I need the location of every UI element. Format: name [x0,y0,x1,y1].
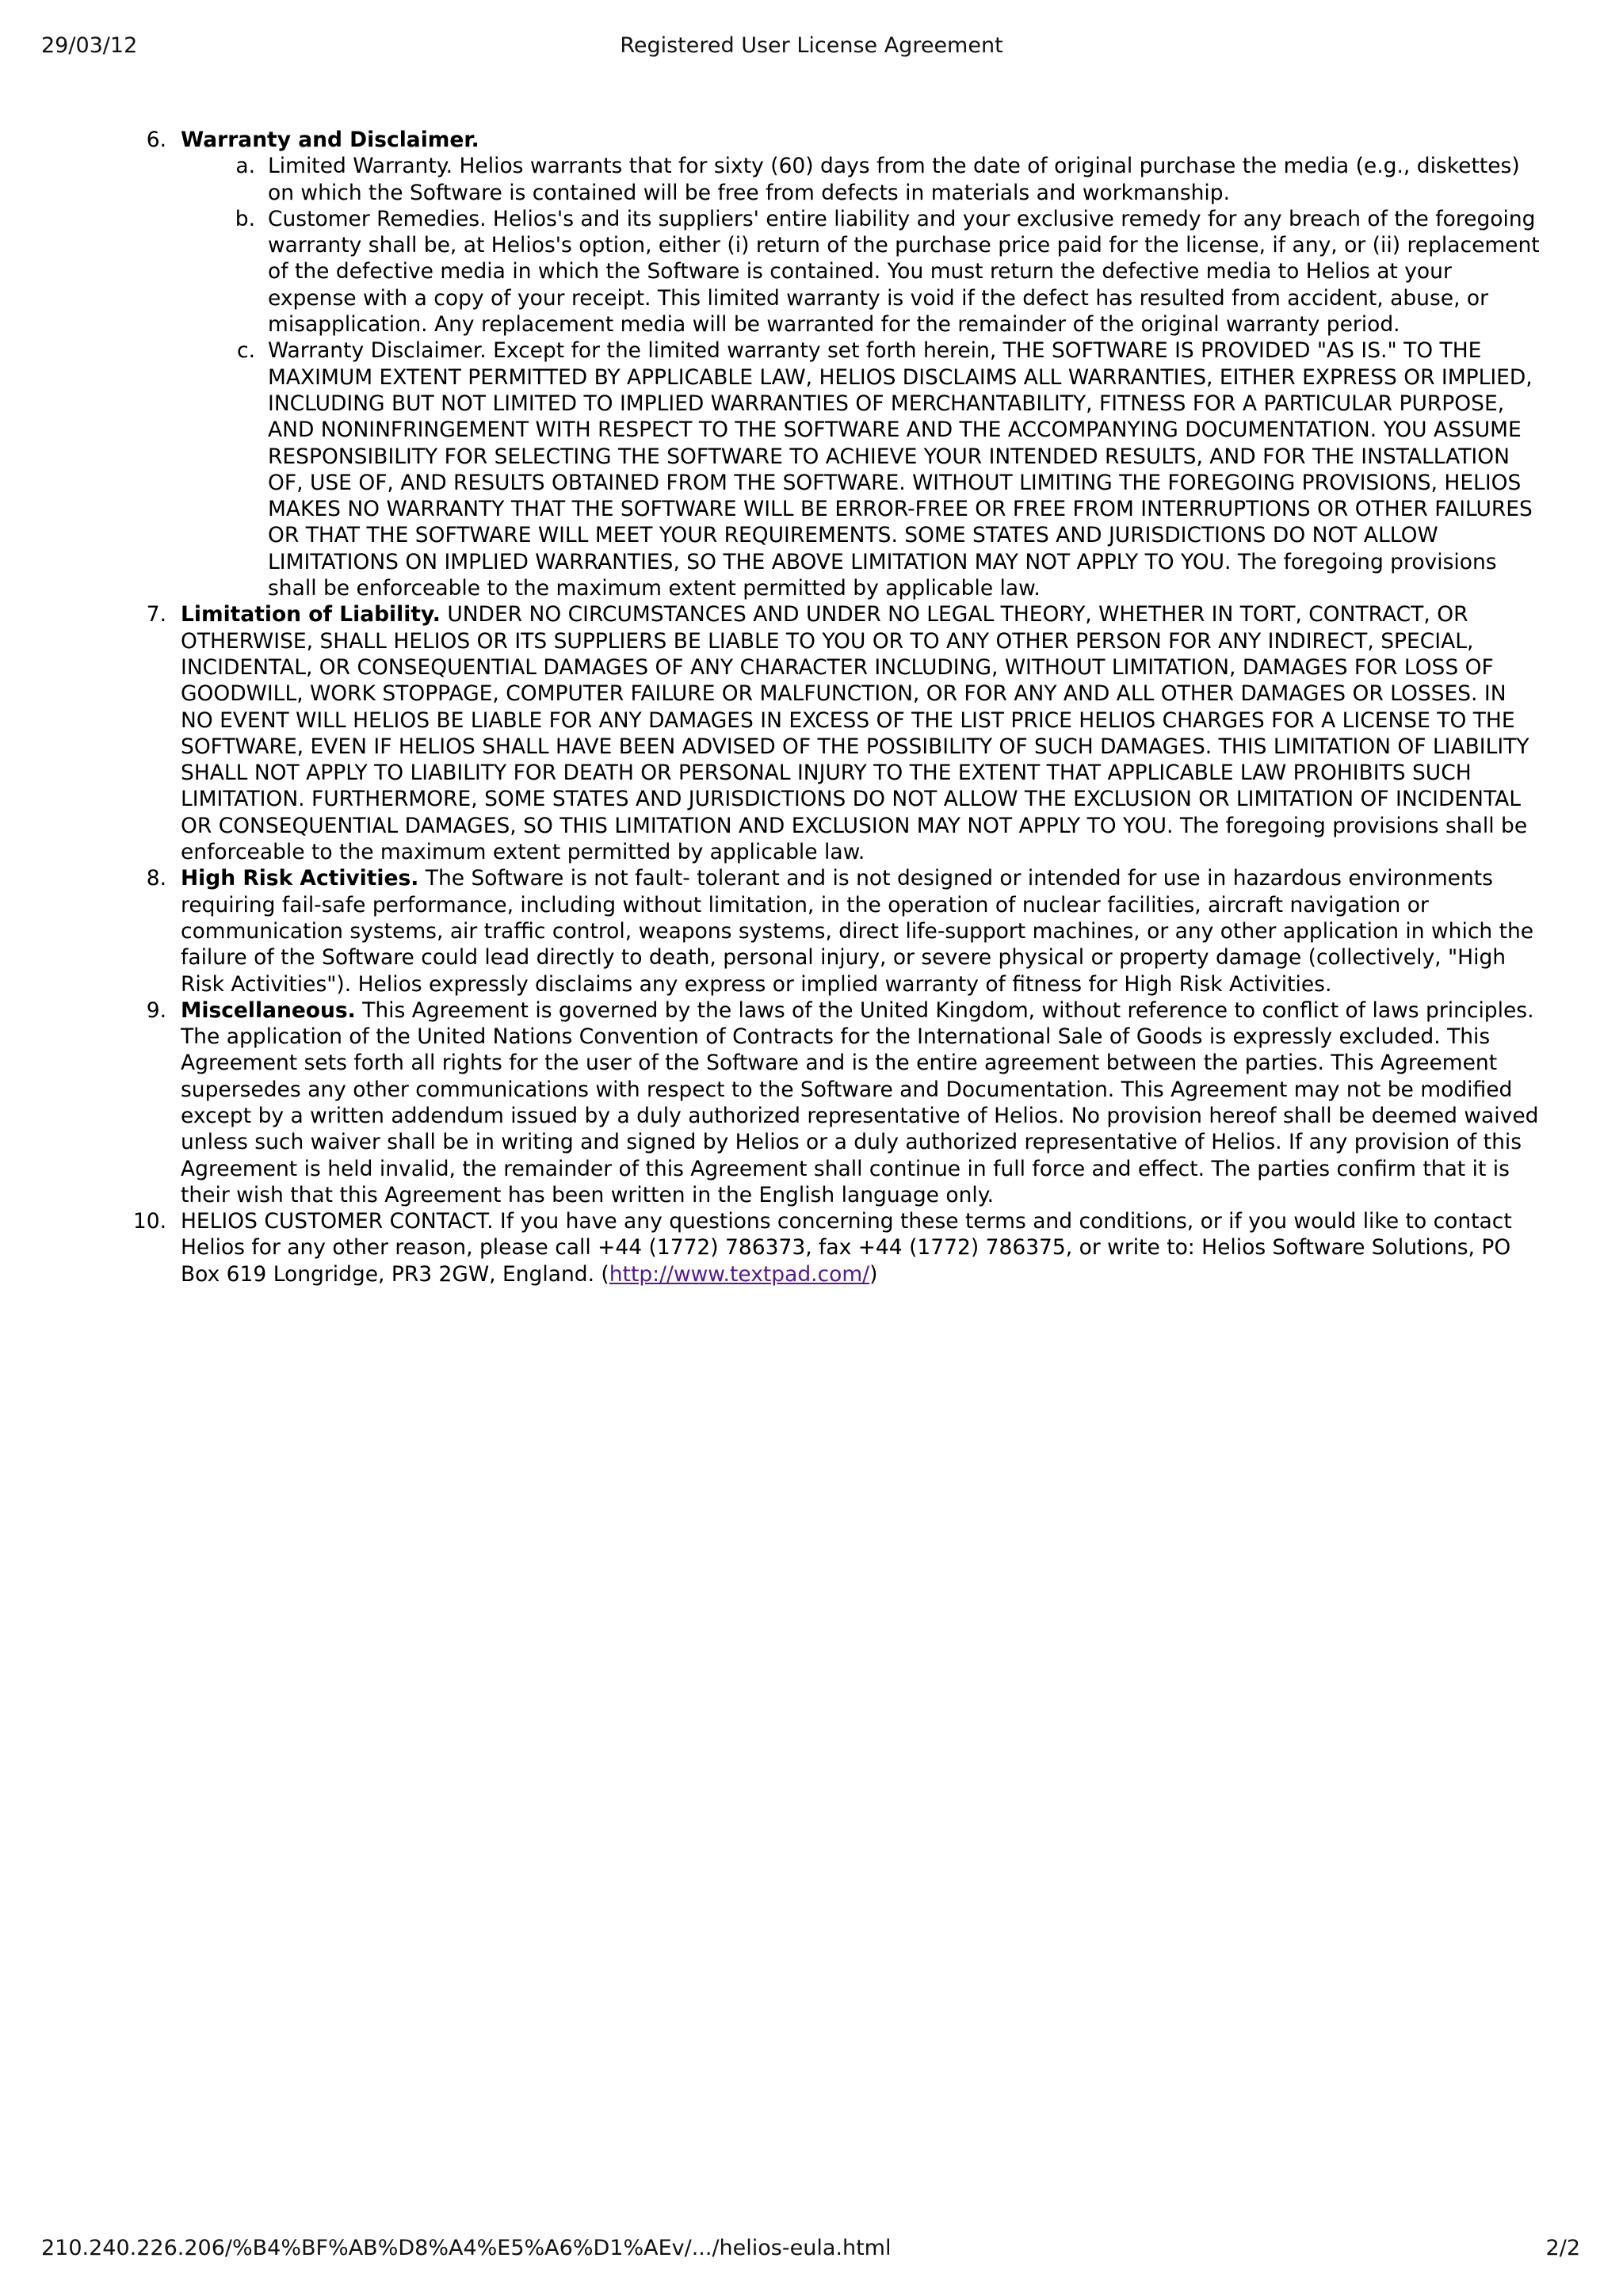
subsection-text: Customer Remedies. Helios's and its suppliers' entire liability and your exclusive remedy for any breach of the foregoing warranty shall be, at Helios's option, either (i) return of the purchase price paid for the license, if any, or (ii) replacement of the defective media in which the Software is contained. You must return the defective media to Helios at your expense with a copy of your receipt. This limited warranty is void if the defect has resulted from accident, abuse, or misapplication. Any replacement media will be warranted for the remainder of the original warranty period. [268,206,1540,338]
agreement-content [132,127,1540,1287]
section-heading: Limitation of Liability. [181,602,441,627]
section-list [132,127,1540,1287]
subsection-text: Warranty Disclaimer. Except for the limited warranty set forth herein, THE SOFTWARE IS PROVIDED "AS IS." TO THE MAXIMUM EXTENT PERMITTED BY APPLICABLE LAW, HELIOS DISCLAIMS ALL WARRANTIES, EITHER EXPRESS OR IMPLIED, INCLUDING BUT NOT LIMITED TO IMPLIED WARRANTIES OF MERCHANTABILITY, FITNESS FOR A PARTICULAR PURPOSE, AND NONINFRINGEMENT WITH RESPECT TO THE SOFTWARE AND THE ACCOMPANYING DOCUMENTATION. YOU ASSUME RESPONSIBILITY FOR SELECTING THE SOFTWARE TO ACHIEVE YOUR INTENDED RESULTS, AND FOR THE INSTALLATION OF, USE OF, AND RESULTS OBTAINED FROM THE SOFTWARE. WITHOUT LIMITING THE FOREGOING PROVISIONS, HELIOS MAKES NO WARRANTY THAT THE SOFTWARE WILL BE ERROR-FREE OR FREE FROM INTERRUPTIONS OR OTHER FAILURES OR THAT THE SOFTWARE WILL MEET YOUR REQUIREMENTS. SOME STATES AND JURISDICTIONS DO NOT ALLOW LIMITATIONS ON IMPLIED WARRANTIES, SO THE ABOVE LIMITATION MAY NOT APPLY TO YOU. The foregoing provisions shall be enforceable to the maximum extent permitted by applicable law. [268,338,1533,601]
section-customer-contact [132,1208,1540,1287]
section-text: This Agreement is governed by the laws of the United Kingdom, without reference to conflict of laws principles. The application of the United Nations Convention of Contracts for the International Sale of Goods is expressly excluded. This Agreement sets forth all rights for the user of the Software and is the entire agreement between the parties. This Agreement supersedes any other communications with respect to the Software and Documentation. This Agreement may not be modified except by a written addendum issued by a duly authorized representative of Helios. No provision hereof shall be deemed waived unless such waiver shall be in writing and signed by Helios or a duly authorized representative of Helios. If any provision of this Agreement is held invalid, the remainder of this Agreement shall continue in full force and effect. The parties confirm that it is their wish that this Agreement has been written in the English language only. [181,997,1539,1207]
page-footer [0,2236,1623,2267]
section-text: UNDER NO CIRCUMSTANCES AND UNDER NO LEGAL THEORY, WHETHER IN TORT, CONTRACT, OR OTHERWISE, SHALL HELIOS OR ITS SUPPLIERS BE LIABLE TO YOU OR TO ANY OTHER PERSON FOR ANY INDIRECT, SPECIAL, INCIDENTAL, OR CONSEQUENTIAL DAMAGES OF ANY CHARACTER INCLUDING, WITHOUT LIMITATION, DAMAGES FOR LOSS OF GOODWILL, WORK STOPPAGE, COMPUTER FAILURE OR MALFUNCTION, OR FOR ANY AND ALL OTHER DAMAGES OR LOSSES. IN NO EVENT WILL HELIOS BE LIABLE FOR ANY DAMAGES IN EXCESS OF THE LIST PRICE HELIOS CHARGES FOR A LICENSE TO THE SOFTWARE, EVEN IF HELIOS SHALL HAVE BEEN ADVISED OF THE POSSIBILITY OF SUCH DAMAGES. THIS LIMITATION OF LIABILITY SHALL NOT APPLY TO LIABILITY FOR DEATH OR PERSONAL INJURY TO THE EXTENT THAT APPLICABLE LAW PROHIBITS SUCH LIMITATION. FURTHERMORE, SOME STATES AND JURISDICTIONS DO NOT ALLOW THE EXCLUSION OR LIMITATION OF INCIDENTAL OR CONSEQUENTIAL DAMAGES, SO THIS LIMITATION AND EXCLUSION MAY NOT APPLY TO YOU. The foregoing provisions shall be enforceable to the maximum extent permitted by applicable law. [181,602,1529,865]
page-number: 2/2 [1545,2236,1580,2260]
section-warranty [146,127,1540,601]
section-text-closing: ) [869,1261,878,1287]
section-number: 9. [146,997,166,1023]
subsection-letter: c. [237,338,255,364]
subsection-letter: a. [235,154,255,179]
page-title: Registered User License Agreement [620,33,1003,58]
page-url: 210.240.226.206/%B4%BF%AB%D8%A4%E5%A6%D1%AEv/.../helios-eula.html [41,2236,892,2260]
section-heading: High Risk Activities. [181,866,419,891]
section-heading: Miscellaneous. [181,997,356,1023]
subsection-limited-warranty [235,153,1540,206]
section-high-risk-activities [146,865,1540,997]
section-heading: Warranty and Disclaimer. [181,128,479,152]
subsection-customer-remedies [235,206,1540,338]
section-number: 7. [146,602,166,627]
page-header [0,33,1623,65]
subsection-letter: b. [235,206,255,231]
section-miscellaneous [146,997,1540,1208]
section-number: 10. [132,1209,166,1234]
section-text: HELIOS CUSTOMER CONTACT. If you have any questions concerning these terms and conditions, or if you would like to contact Helios for any other reason, please call +44 (1772) 786373, fax +44 (1772) 786375, or write to: Helios Software Solutions, PO Box 619 Longridge, PR3 2GW, England. ( [181,1209,1512,1287]
section-limitation-of-liability [146,601,1540,865]
section-text: The Software is not fault- tolerant and is not designed or intended for use in hazardous environments requiring fail-safe performance, including without limitation, in the operation of nuclear facilities, aircraft navigation or communication systems, air traffic control, weapons systems, direct life-support machines, or any other application in which the failure of the Software could lead directly to death, personal injury, or severe physical or property damage (collectively, "High Risk Activities"). Helios expressly disclaims any express or implied warranty of fitness for High Risk Activities. [181,866,1534,997]
subsection-list [181,153,1540,601]
section-number: 6. [146,128,166,152]
textpad-website-link[interactable]: http://www.textpad.com/ [609,1261,870,1287]
subsection-warranty-disclaimer [237,338,1540,601]
section-number: 8. [146,866,166,891]
print-date: 29/03/12 [41,33,138,58]
subsection-text: Limited Warranty. Helios warrants that for sixty (60) days from the date of original purchase the media (e.g., diskettes) on which the Software is contained will be free from defects in materials and workmanship. [268,154,1520,205]
